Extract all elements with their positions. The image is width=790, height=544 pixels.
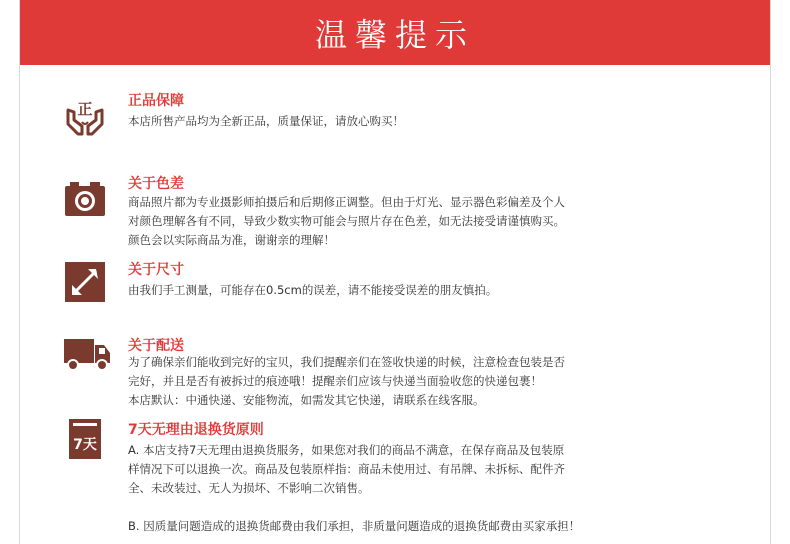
section-text-line: 本店默认：中通快递、安能物流，如需发其它快递，请联系在线客服。 [128,393,485,407]
section-title: 正品保障 [128,93,184,109]
section-body [128,193,648,250]
truck-icon [62,333,112,379]
section-text-line: 完好，并且是否有被拆过的痕迹哦！提醒亲们应该与快递当面验收您的快递包裹！ [128,374,542,388]
svg-text:正: 正 [77,100,93,118]
camera-icon [62,177,108,223]
page-title: 温馨提示 [314,15,475,54]
section-text-line: A. 本店支持7天无理由退换货服务，如果您对我们的商品不满意，在保存商品及包装原 [128,443,565,457]
section-text-line: 本店所售产品均为全新正品，质量保证，请放心购买！ [128,114,404,128]
resize-arrow-icon [62,259,108,305]
seven-day-calendar-icon [67,417,103,463]
section-text-line: 颜色会以实际商品为准，谢谢亲的理解！ [128,233,335,247]
section-note: B. 因质量问题造成的退换货邮费由我们承担，非质量问题造成的退换货邮费由买家承担！ [128,519,581,533]
section-text-line: 对颜色理解各有不同，导致少数实物可能会与照片存在色差，如无法接受请谨慎购买。 [128,214,565,228]
section-body [128,353,648,410]
calendar-label: 7天 [73,437,97,453]
section-text-line: 样情况下可以退换一次。商品及包装原样指：商品未使用过、有吊牌、未拆标、配件齐 [128,462,565,476]
section-text-line: 为了确保亲们能收到完好的宝贝，我们提醒亲们在签收快递的时候，注意检查包装是否 [128,355,565,369]
genuine-guarantee-icon [62,94,108,140]
section-title: 关于配送 [128,338,184,354]
section-title: 7天无理由退换货原则 [128,422,264,438]
section-title: 关于色差 [128,176,184,192]
section-body [128,112,648,131]
section-body [128,281,648,300]
section-body [128,441,648,536]
section-title: 关于尺寸 [128,262,184,278]
section-text-line: 全、未改装过、无人为损坏、不影响二次销售。 [128,481,370,495]
header-banner [20,0,770,65]
section-text-line: 由我们手工测量，可能存在0.5cm的误差，请不能接受误差的朋友慎拍。 [128,283,498,297]
section-text-line: 商品照片都为专业摄影师拍摄后和后期修正调整。但由于灯光、显示器色彩偏差及个人 [128,195,565,209]
